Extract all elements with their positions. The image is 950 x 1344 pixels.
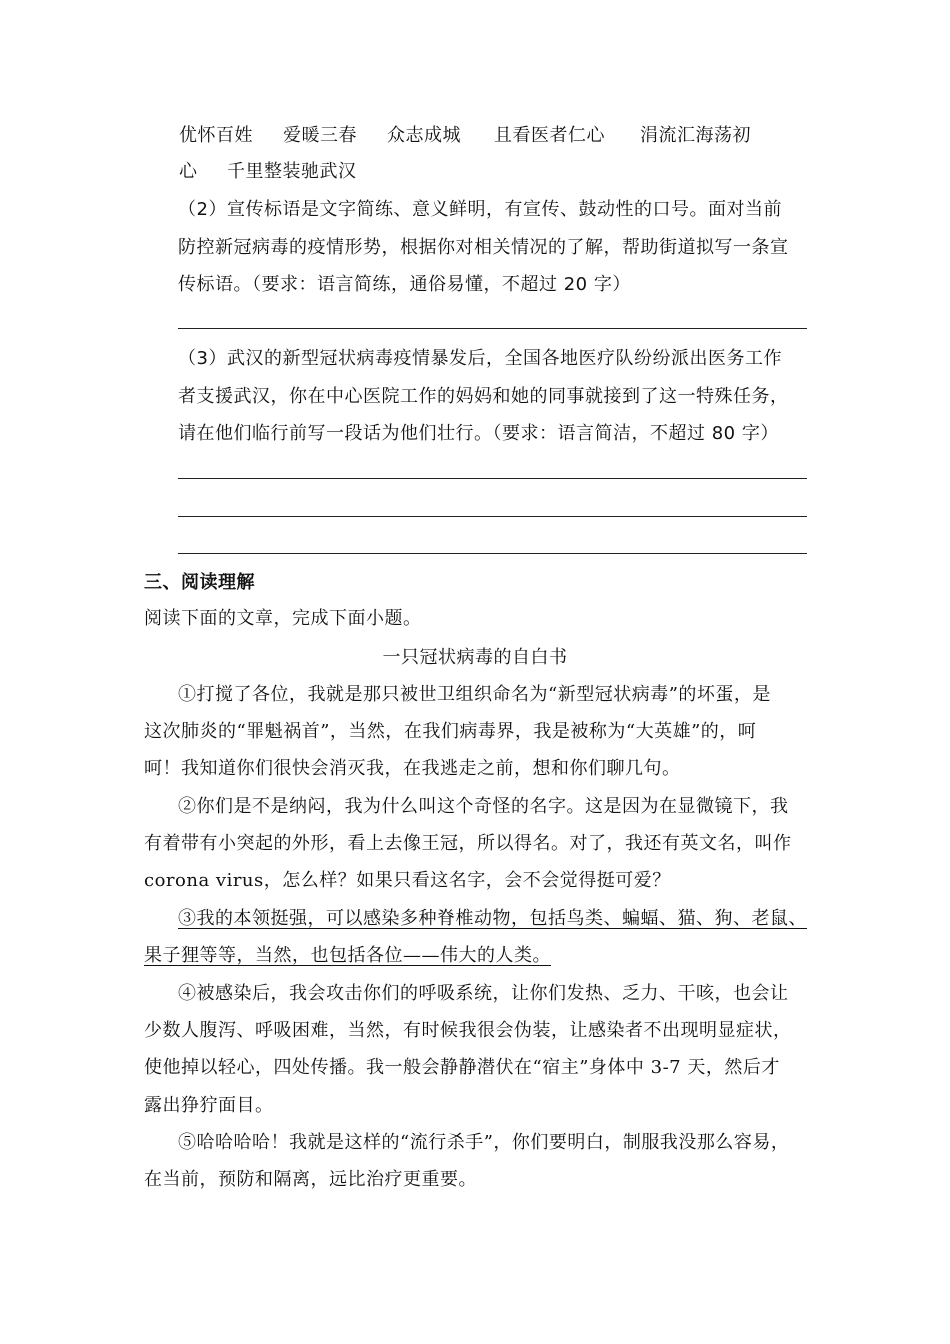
option-item: 爱暖三春 (283, 125, 357, 146)
paragraph-line: ②你们是不是纳闷，我为什么叫这个奇怪的名字。这是因为在显微镜下，我 (178, 796, 789, 817)
options-line-1 (179, 124, 751, 148)
article-title: 一只冠状病毒的自白书 (382, 647, 568, 668)
q3-answer-line[interactable] (178, 553, 807, 554)
paragraph-line: ④被感染后，我会攻击你们的呼吸系统，让你们发热、乏力、干咳，也会让 (178, 983, 789, 1004)
paragraph-line: 少数人腹泻、呼吸困难，当然，有时候我很会伪装，让感染者不出现明显症状， (144, 1020, 792, 1041)
q3-line: 者支援武汉，你在中心医院工作的妈妈和她的同事就接到了这一特殊任务， (178, 386, 789, 407)
paragraph-line: 使他掉以轻心，四处传播。我一般会静静潜伏在“宿主”身体中 3-7 天，然后才 (144, 1057, 780, 1078)
option-item: 优怀百姓 (179, 125, 253, 146)
underlined-paragraph-line: ③我的本领挺强，可以感染多种脊椎动物，包括鸟类、蝙蝠、猫、狗、老鼠、 (178, 908, 807, 929)
q3-line: 请在他们临行前写一段话为他们壮行。（要求：语言简洁，不超过 80 字） (178, 423, 779, 444)
option-item: 众志成城 (387, 125, 461, 146)
q2-answer-line[interactable] (178, 328, 807, 329)
paragraph-line: 在当前，预防和隔离，远比治疗更重要。 (144, 1169, 477, 1190)
q3-answer-line[interactable] (178, 516, 807, 517)
paragraph-line: ①打搅了各位，我就是那只被世卫组织命名为“新型冠状病毒”的坏蛋，是 (178, 684, 771, 705)
underlined-paragraph-line: 果子狸等等，当然，也包括各位——伟大的人类。 (144, 945, 551, 966)
section-instruction: 阅读下面的文章，完成下面小题。 (144, 608, 422, 629)
option-item: 千里整装驰武汉 (227, 161, 357, 182)
option-item: 心 (179, 161, 198, 182)
options-line-2 (179, 160, 357, 184)
section-heading: 三、阅读理解 (144, 572, 255, 593)
paragraph-line: 这次肺炎的“罪魁祸首”，当然，在我们病毒界，我是被称为“大英雄”的，呵 (144, 721, 757, 742)
paragraph-line: 露出狰狞面目。 (144, 1095, 274, 1116)
q2-line: （2）宣传标语是文字简练、意义鲜明，有宣传、鼓动性的口号。面对当前 (178, 199, 782, 220)
q3-line: （3）武汉的新型冠状病毒疫情暴发后，全国各地医疗队纷纷派出医务工作 (178, 348, 782, 369)
paragraph-line: 有着带有小突起的外形，看上去像王冠，所以得名。对了，我还有英文名，叫作 (144, 833, 792, 854)
paragraph-line: ⑤哈哈哈哈！我就是这样的“流行杀手”，你们要明白，制服我没那么容易， (178, 1132, 790, 1153)
q2-line: 传标语。（要求：语言简练，通俗易懂，不超过 20 字） (178, 274, 631, 295)
paragraph-line: corona virus，怎么样？如果只看这名字，会不会觉得挺可爱？ (144, 870, 671, 891)
q2-line: 防控新冠病毒的疫情形势，根据你对相关情况的了解，帮助街道拟写一条宣 (178, 237, 789, 258)
q3-answer-line[interactable] (178, 478, 807, 479)
option-item: 涓流汇海荡初 (640, 125, 751, 146)
paragraph-line: 呵！我知道你们很快会消灭我，在我逃走之前，想和你们聊几句。 (144, 758, 681, 779)
option-item: 且看医者仁心 (494, 125, 605, 146)
